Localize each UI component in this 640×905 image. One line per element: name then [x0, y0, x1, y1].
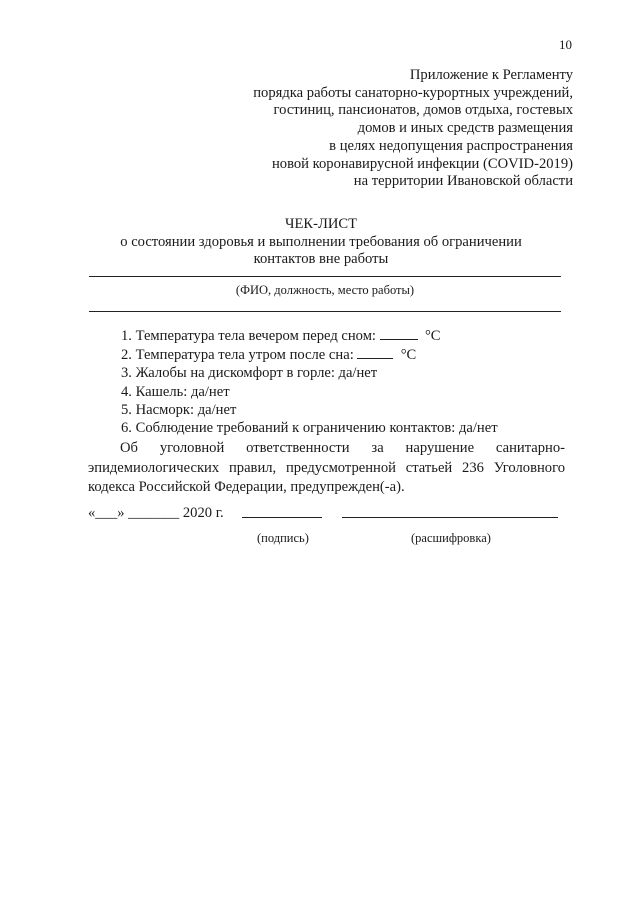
document-subtitle-line: о состоянии здоровья и выполнении требования об ограничении	[120, 233, 522, 250]
appendix-line: гостиниц, пансионатов, домов отдыха, гостевых	[273, 102, 573, 119]
appendix-line: Приложение к Регламенту	[409, 67, 573, 83]
fio-second-line[interactable]	[89, 311, 561, 312]
year-label: 2020 г.	[182, 505, 224, 521]
temperature-unit: °С	[400, 347, 417, 364]
open-quote: «	[88, 505, 96, 521]
day-blank[interactable]: ___	[95, 505, 118, 521]
month-blank[interactable]: _______	[128, 505, 180, 521]
morning-temperature-blank[interactable]	[357, 345, 393, 359]
appendix-header	[153, 67, 573, 191]
appendix-line: новой коронавирусной инфекции (COVID-2019)	[271, 155, 573, 172]
checklist-item-evening-temperature	[121, 326, 498, 345]
signature-caption: (подпись)	[257, 531, 309, 545]
fio-input-line[interactable]	[89, 276, 561, 277]
page-number: 10	[559, 37, 572, 52]
liability-statement: Об уголовной ответственности за нарушение санитарно-эпидемиологических правил, предусмотренной статьей 236 Уголовного кодекса Российской Федерации, предупрежден(-а).	[88, 440, 565, 495]
appendix-line: на территории Ивановской области	[353, 173, 573, 190]
temperature-unit: °С	[424, 328, 441, 344]
document-subtitle-line: контактов вне работы	[253, 251, 389, 267]
close-quote: »	[117, 505, 125, 521]
document-heading: ЧЕК-ЛИСТ	[284, 216, 358, 232]
checklist-title	[80, 216, 562, 269]
checklist-items	[121, 326, 498, 437]
checklist-item-runny-nose: 5. Насморк: да/нет	[121, 401, 237, 418]
checklist-item-contacts: 6. Соблюдение требований к ограничению контактов: да/нет	[121, 420, 498, 437]
transcript-caption: (расшифровка)	[411, 531, 491, 545]
checklist-item-cough: 4. Кашель: да/нет	[121, 383, 230, 400]
checklist-item-morning-temperature	[121, 345, 498, 364]
checklist-item-throat: 3. Жалобы на дискомфорт в горле: да/нет	[121, 365, 378, 382]
item-label: 2. Температура тела утром после сна:	[121, 347, 354, 364]
item-label: 1. Температура тела вечером перед сном:	[121, 328, 376, 344]
date-line	[88, 505, 565, 522]
transcript-line[interactable]	[342, 517, 558, 518]
signature-line[interactable]	[242, 517, 322, 518]
appendix-line: в целях недопущения распространения	[329, 137, 573, 154]
appendix-line: порядка работы санаторно-курортных учреждений,	[253, 84, 573, 101]
fio-caption: (ФИО, должность, место работы)	[235, 283, 415, 297]
evening-temperature-blank[interactable]	[380, 326, 418, 340]
appendix-line: домов и иных средств размещения	[357, 120, 573, 137]
